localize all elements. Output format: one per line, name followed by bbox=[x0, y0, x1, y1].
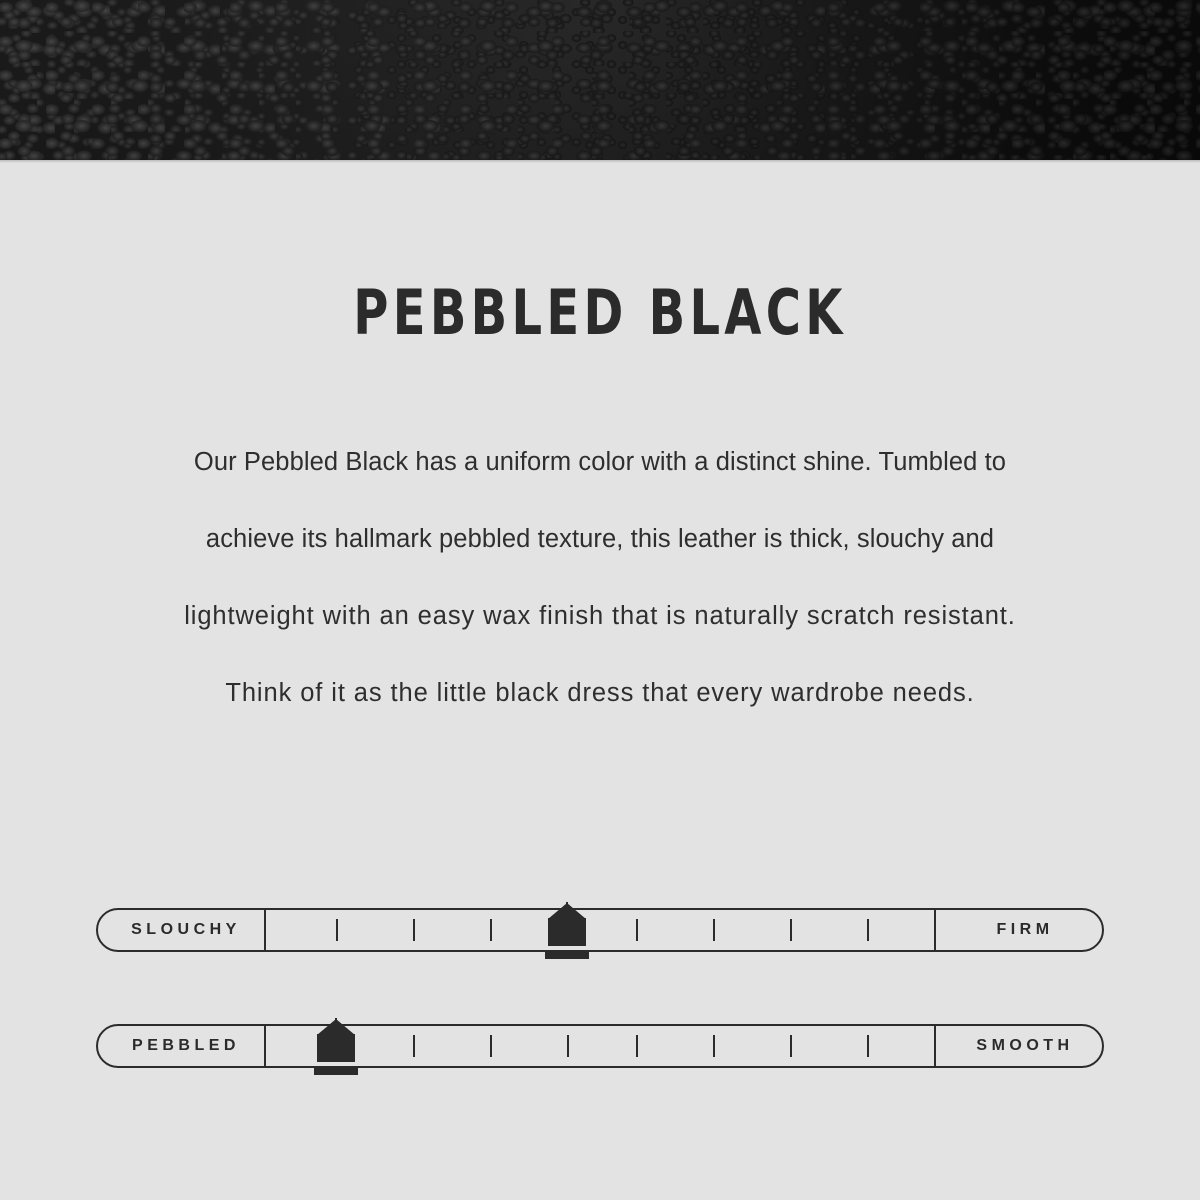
scale-tick bbox=[336, 919, 338, 941]
texture-scale-left-label: PEBBLED bbox=[96, 1024, 266, 1068]
scale-tick bbox=[413, 919, 415, 941]
product-description bbox=[120, 424, 1080, 732]
firmness-scale-left-label: SLOUCHY bbox=[96, 908, 266, 952]
firmness-scale-right-label: FIRM bbox=[934, 908, 1104, 952]
texture-scale bbox=[96, 1024, 1104, 1068]
description-line-4: Think of it as the little black dress that every wardrobe needs. bbox=[225, 679, 975, 707]
description-line-3: lightweight with an easy wax finish that is naturally scratch resistant. bbox=[184, 602, 1016, 630]
scale-tick bbox=[790, 919, 792, 941]
scale-tick bbox=[867, 1035, 869, 1057]
marker-base bbox=[545, 952, 589, 959]
marker-head bbox=[317, 1034, 355, 1062]
marker-head bbox=[548, 918, 586, 946]
page-title: PEBBLED BLACK bbox=[353, 276, 847, 349]
scale-tick bbox=[490, 919, 492, 941]
hero-divider bbox=[0, 160, 1200, 163]
scale-tick bbox=[790, 1035, 792, 1057]
scale-tick bbox=[413, 1035, 415, 1057]
description-line-2: achieve its hallmark pebbled texture, this leather is thick, slouchy and bbox=[205, 525, 995, 553]
scale-tick bbox=[490, 1035, 492, 1057]
scale-tick bbox=[567, 1035, 569, 1057]
texture-scale-right-label: SMOOTH bbox=[934, 1024, 1104, 1068]
scale-tick bbox=[713, 919, 715, 941]
scale-tick bbox=[867, 919, 869, 941]
firmness-scale bbox=[96, 908, 1104, 952]
leather-texture-hero-image bbox=[0, 0, 1200, 160]
scale-tick bbox=[636, 919, 638, 941]
description-line-1: Our Pebbled Black has a uniform color with a distinct shine. Tumbled to bbox=[193, 448, 1007, 476]
marker-base bbox=[314, 1068, 358, 1075]
scale-tick bbox=[636, 1035, 638, 1057]
scale-tick bbox=[713, 1035, 715, 1057]
